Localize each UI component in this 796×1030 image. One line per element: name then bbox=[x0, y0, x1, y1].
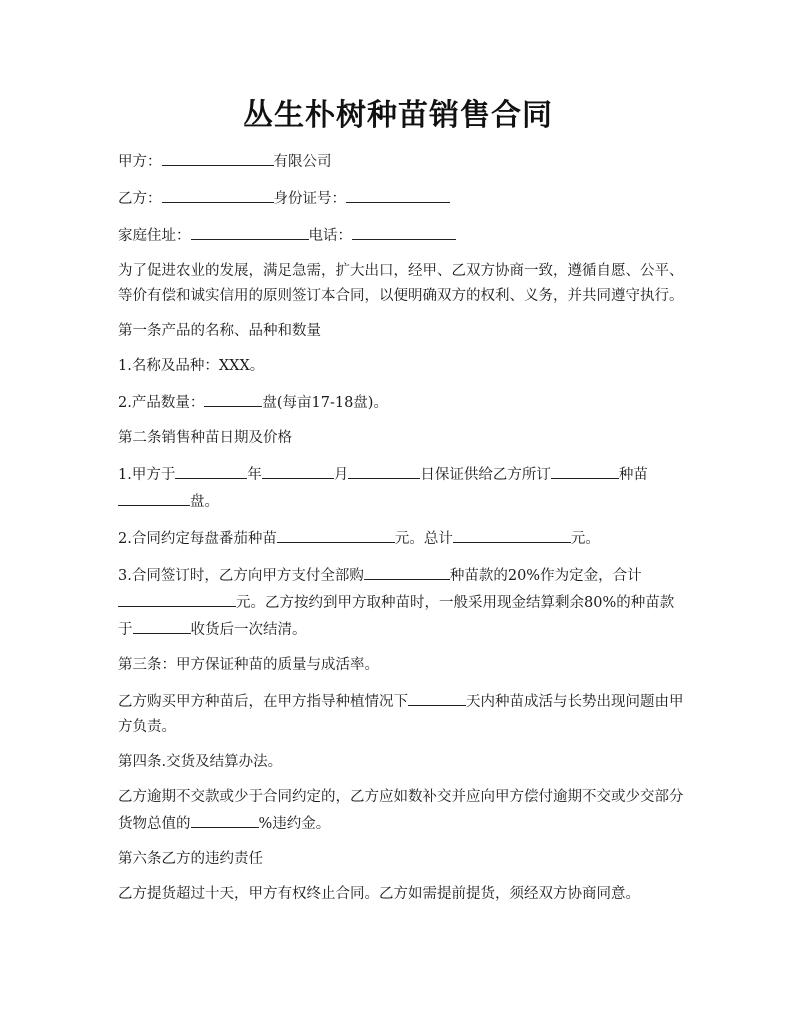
article1-item2-label: 2.产品数量： bbox=[118, 395, 205, 411]
article4-body bbox=[118, 785, 684, 837]
phone-label: 电话： bbox=[308, 228, 352, 244]
article4-body-text-b: %违约金。 bbox=[258, 816, 331, 832]
article2-item2-text-b: 元。总计 bbox=[394, 531, 453, 547]
article2-item3 bbox=[118, 562, 684, 643]
article2-item2-text-a: 2.合同约定每盘番茄种苗 bbox=[118, 531, 277, 547]
party-b-id-blank bbox=[346, 185, 450, 203]
article2-item1-text-d: 日保证供给乙方所订 bbox=[420, 467, 551, 483]
month-blank bbox=[262, 461, 334, 479]
preamble-paragraph: 为了促进农业的发展，满足急需，扩大出口，经甲、乙双方协商一致，遵循自愿、公平、等价有偿和诚实信用的原则签订本合同，以便明确双方的权利、义务，并共同遵守执行。 bbox=[118, 263, 684, 304]
article2-item1-text-f: 盘。 bbox=[190, 494, 219, 510]
address-label: 家庭住址： bbox=[118, 228, 191, 244]
seedling-type-blank bbox=[551, 461, 619, 479]
party-b-id-label: 身份证号： bbox=[273, 191, 346, 207]
article6-body: 乙方提货超过十天，甲方有权终止合同。乙方如需提前提货，须经双方协商同意。 bbox=[118, 886, 640, 902]
article4-body-text-a: 乙方逾期不交款或少于合同约定的，乙方应如数补交并应向甲方偿付逾期不交或少交部分货物总值的 bbox=[118, 789, 684, 832]
party-a-name-blank bbox=[162, 148, 274, 166]
payment-date-blank bbox=[133, 616, 191, 634]
article3-heading: 第三条：甲方保证种苗的质量与成活率。 bbox=[118, 657, 379, 673]
article2-item3-text-c: 元。乙方按约到甲方取种苗时，一般采用现金结算剩余80%的种苗款于 bbox=[118, 595, 675, 638]
article2-item2-text-c: 元。 bbox=[570, 531, 600, 547]
party-b-name-blank bbox=[162, 185, 274, 203]
article2-item3-text-a: 3.合同签订时，乙方向甲方支付全部购 bbox=[118, 568, 364, 584]
article2-item2 bbox=[118, 525, 684, 552]
article1-item2-unit: 盘(每亩17-18盘)。 bbox=[262, 395, 388, 411]
party-b-line bbox=[118, 185, 684, 212]
deposit-blank bbox=[118, 589, 236, 607]
article1-heading: 第一条产品的名称、品种和数量 bbox=[118, 323, 321, 339]
address-blank bbox=[191, 222, 309, 240]
article3-body-text-b: 天内种苗成活与长势出现问题由甲方负责。 bbox=[118, 694, 684, 735]
day-blank bbox=[348, 461, 420, 479]
article2-item3-text-d: 收货后一次结清。 bbox=[190, 622, 307, 638]
page-title: 丛生朴树种苗销售合同 bbox=[243, 98, 553, 133]
party-a-label: 甲方： bbox=[118, 154, 162, 170]
address-line bbox=[118, 222, 684, 249]
article2-item1-text-e: 种苗 bbox=[618, 467, 648, 483]
party-a-suffix: 有限公司 bbox=[273, 154, 332, 170]
article2-item1 bbox=[118, 461, 684, 515]
purchase-blank bbox=[364, 562, 450, 580]
article1-item2 bbox=[118, 389, 684, 416]
article2-item1-text-b: 年 bbox=[247, 467, 262, 483]
party-b-label: 乙方： bbox=[118, 191, 162, 207]
article4-heading: 第四条.交货及结算办法。 bbox=[118, 754, 283, 770]
article2-item1-text-a: 1.甲方于 bbox=[118, 467, 176, 483]
article3-body-text-a: 乙方购买甲方种苗后，在甲方指导种植情况下 bbox=[118, 694, 408, 710]
article2-item1-text-c: 月 bbox=[333, 467, 349, 483]
tray-count-blank bbox=[118, 488, 190, 506]
article3-body bbox=[118, 688, 684, 740]
article6-heading: 第六条乙方的违约责任 bbox=[118, 851, 263, 867]
survival-days-blank bbox=[408, 688, 466, 706]
article2-heading: 第二条销售种苗日期及价格 bbox=[118, 430, 292, 446]
article2-item3-text-b: 种苗款的20%作为定金，合计 bbox=[449, 568, 642, 584]
contract-body bbox=[118, 148, 684, 917]
unit-price-blank bbox=[277, 525, 395, 543]
penalty-rate-blank bbox=[191, 810, 259, 828]
party-a-line bbox=[118, 148, 684, 175]
quantity-blank bbox=[204, 389, 262, 407]
article1-item1: 1.名称及品种：XXX。 bbox=[118, 358, 265, 374]
phone-blank bbox=[352, 222, 456, 240]
total-blank bbox=[453, 525, 571, 543]
year-blank bbox=[175, 461, 247, 479]
